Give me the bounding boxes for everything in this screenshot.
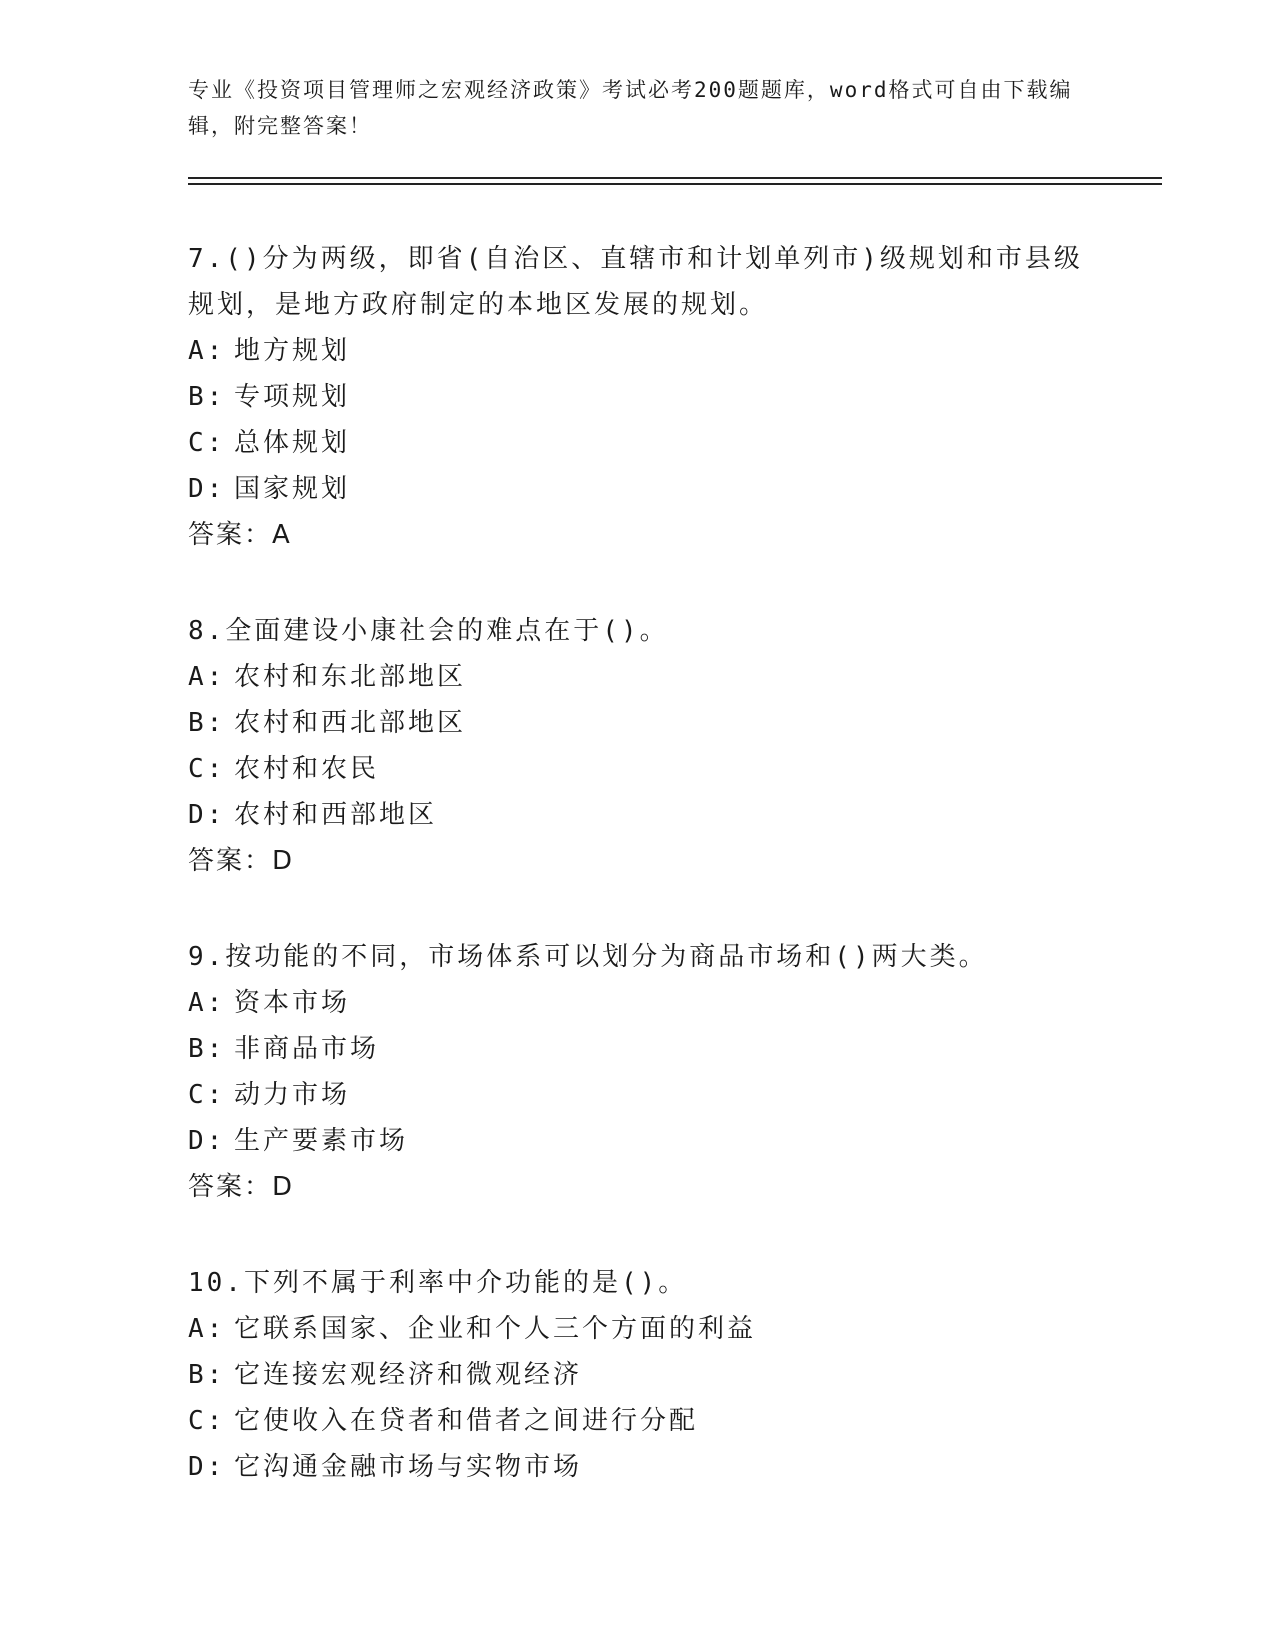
option-letter: C: — [188, 1080, 226, 1110]
header-divider-bottom — [188, 183, 1162, 185]
option-text: 资本市场 — [234, 988, 351, 1018]
option-c — [188, 746, 1088, 792]
option-d — [188, 1118, 1088, 1164]
option-text: 它连接宏观经济和微观经济 — [234, 1360, 583, 1390]
answer-label: 答案： — [188, 1172, 273, 1202]
option-a — [188, 1306, 1088, 1352]
option-letter: A: — [188, 988, 226, 1018]
question-9 — [188, 934, 1088, 1210]
option-text: 动力市场 — [234, 1080, 351, 1110]
option-letter: B: — [188, 1034, 226, 1064]
question-stem: 7.()分为两级，即省(自治区、直辖市和计划单列市)级规划和市县级规划，是地方政府制定的本地区发展的规划。 — [188, 244, 1083, 320]
option-letter: B: — [188, 708, 226, 738]
question-stem: 9.按功能的不同，市场体系可以划分为商品市场和()两大类。 — [188, 942, 988, 972]
option-b — [188, 1026, 1088, 1072]
option-d — [188, 1444, 1088, 1490]
answer-label: 答案： — [188, 846, 273, 876]
option-text: 它沟通金融市场与实物市场 — [234, 1452, 583, 1482]
option-text: 农村和西部地区 — [234, 800, 438, 830]
option-a — [188, 654, 1088, 700]
option-letter: D: — [188, 1452, 226, 1482]
option-b — [188, 1352, 1088, 1398]
option-b — [188, 700, 1088, 746]
question-10 — [188, 1260, 1088, 1490]
option-text: 农村和农民 — [234, 754, 380, 784]
option-letter: B: — [188, 382, 226, 412]
answer — [188, 838, 1088, 884]
option-letter: A: — [188, 1314, 226, 1344]
option-a — [188, 328, 1088, 374]
option-text: 生产要素市场 — [234, 1126, 409, 1156]
option-text: 农村和东北部地区 — [234, 662, 467, 692]
answer-label: 答案： — [188, 520, 273, 550]
option-text: 专项规划 — [234, 382, 351, 412]
answer-value: D — [272, 846, 293, 876]
option-letter: C: — [188, 428, 226, 458]
option-c — [188, 1072, 1088, 1118]
option-text: 它联系国家、企业和个人三个方面的利益 — [234, 1314, 757, 1344]
answer-value: D — [272, 1172, 293, 1202]
option-letter: D: — [188, 474, 226, 504]
option-text: 农村和西北部地区 — [234, 708, 467, 738]
option-d — [188, 792, 1088, 838]
option-letter: B: — [188, 1360, 226, 1390]
option-text: 它使收入在贷者和借者之间进行分配 — [234, 1406, 699, 1436]
option-letter: C: — [188, 1406, 226, 1436]
header-divider-top — [188, 177, 1162, 179]
option-text: 国家规划 — [234, 474, 351, 504]
question-stem: 10.下列不属于利率中介功能的是()。 — [188, 1268, 688, 1298]
option-c — [188, 420, 1088, 466]
document-header: 专业《投资项目管理师之宏观经济政策》考试必考200题题库，word格式可自由下载编辑，附完整答案！ — [188, 78, 1073, 138]
option-letter: D: — [188, 800, 226, 830]
option-c — [188, 1398, 1088, 1444]
question-stem: 8.全面建设小康社会的难点在于()。 — [188, 616, 669, 646]
question-8 — [188, 608, 1088, 884]
question-7 — [188, 236, 1088, 558]
answer — [188, 1164, 1088, 1210]
option-b — [188, 374, 1088, 420]
option-text: 总体规划 — [234, 428, 351, 458]
option-text: 地方规划 — [234, 336, 351, 366]
question-list — [188, 236, 1088, 1540]
option-letter: A: — [188, 662, 226, 692]
option-letter: C: — [188, 754, 226, 784]
answer — [188, 512, 1088, 558]
option-d — [188, 466, 1088, 512]
option-text: 非商品市场 — [234, 1034, 380, 1064]
answer-value: A — [272, 520, 290, 550]
option-letter: D: — [188, 1126, 226, 1156]
option-letter: A: — [188, 336, 226, 366]
option-a — [188, 980, 1088, 1026]
